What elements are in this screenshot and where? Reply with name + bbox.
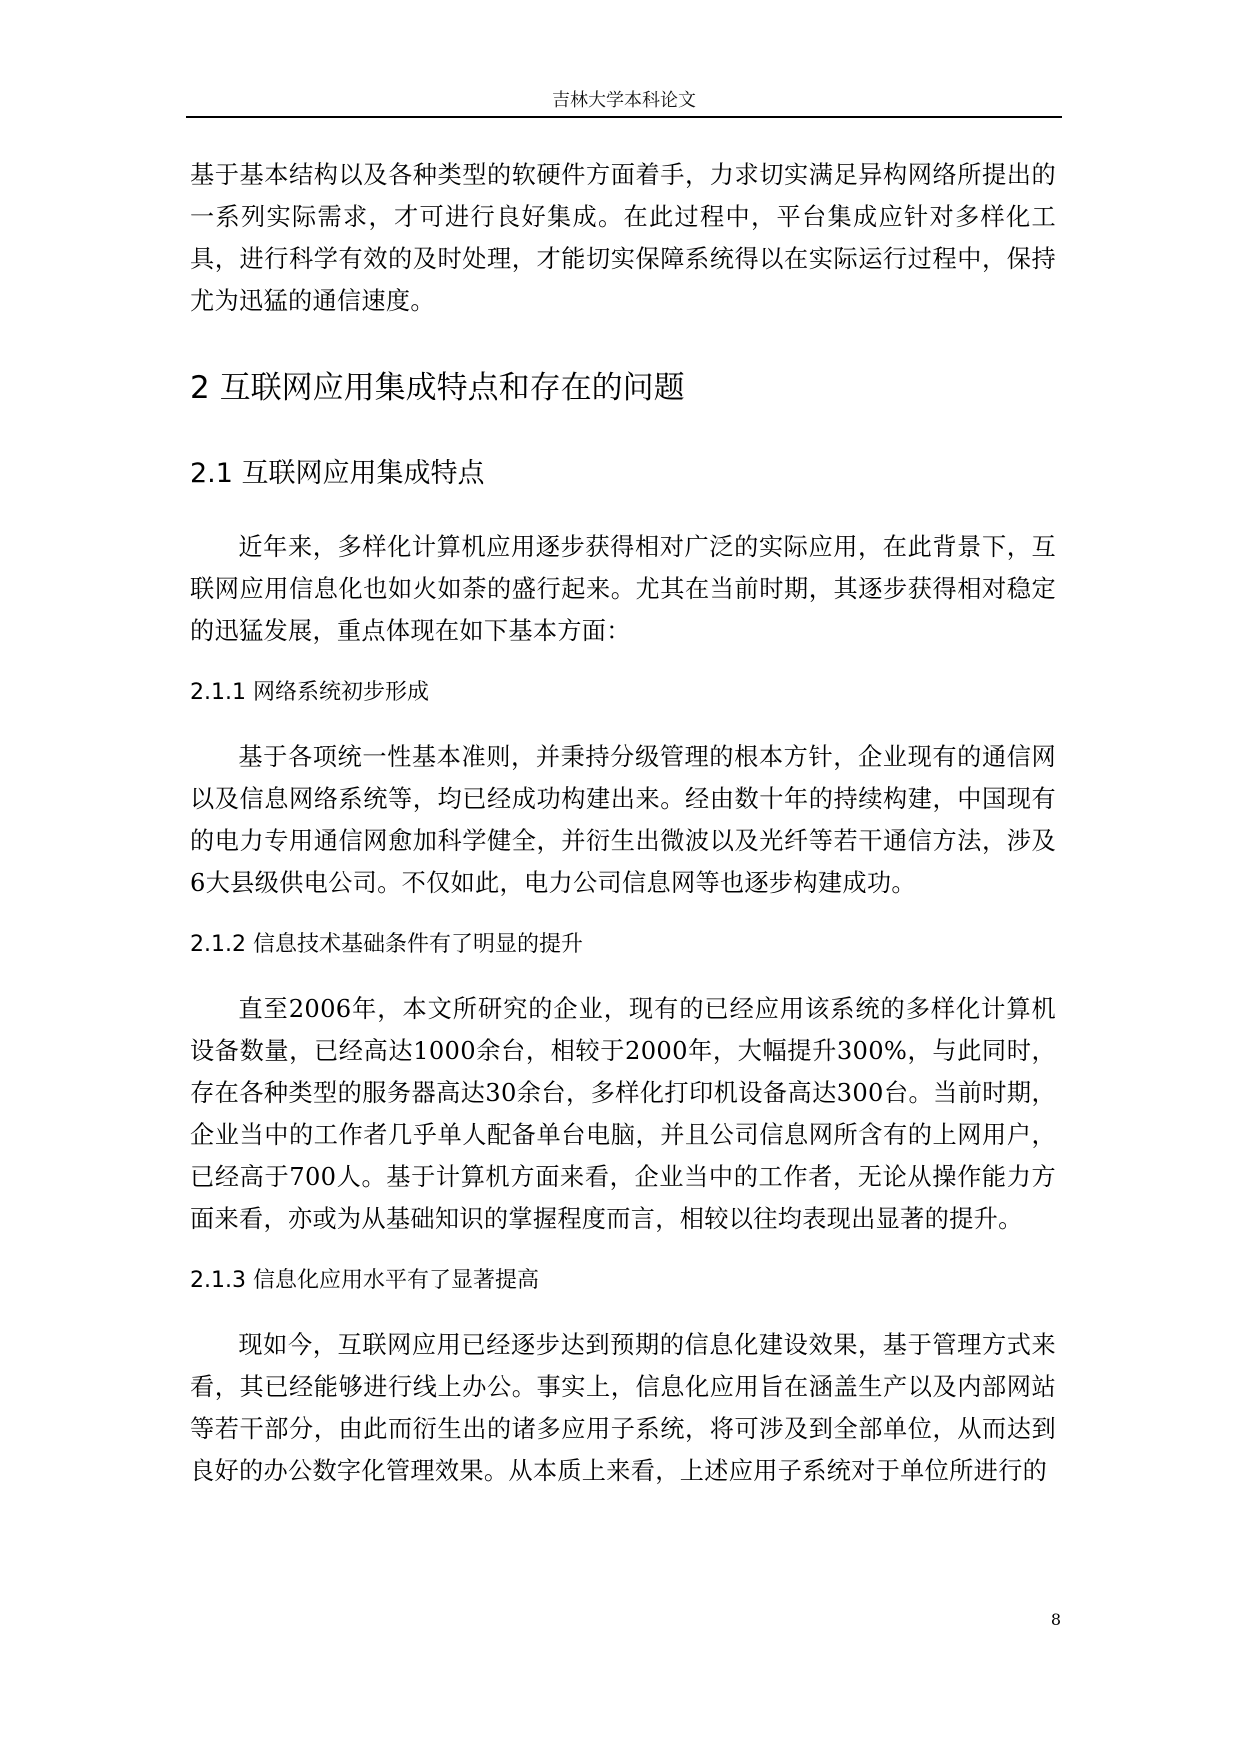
intro-paragraph: 基于基本结构以及各种类型的软硬件方面着手，力求切实满足异构网络所提出的一系列实际需求，才可进行良好集成。在此过程中，平台集成应针对多样化工具，进行科学有效的及时处理，才能切实保障系统得以在实际运行过程中，保持尤为迅猛的通信速度。 (190, 161, 1056, 315)
subsection-paragraph-2-1-2: 直至2006年，本文所研究的企业，现有的已经应用该系统的多样化计算机设备数量，已经高达1000余台，相较于2000年，大幅提升300%，与此同时，存在各种类型的服务器高达30余台，多样化打印机设备高达300台。当前时期，企业当中的工作者几乎单人配备单台电脑，并且公司信息网所含有的上网用户，已经高于700人。基于计算机方面来看，企业当中的工作者，无论从操作能力方面来看，亦或为从基础知识的掌握程度而言，相较以往均表现出显著的提升。 (190, 995, 1056, 1233)
subsection-paragraph-2-1-3: 现如今，互联网应用已经逐步达到预期的信息化建设效果，基于管理方式来看，其已经能够进行线上办公。事实上，信息化应用旨在涵盖生产以及内部网站等若干部分，由此而衍生出的诸多应用子系统，将可涉及到全部单位，从而达到良好的办公数字化管理效果。从本质上来看，上述应用子系统对于单位所进行的 (190, 1331, 1056, 1485)
running-header: 吉林大学本科论文 (552, 90, 696, 111)
page-body (190, 154, 1056, 1492)
subsection-heading-2-1-2: 2.1.2 信息技术基础条件有了明显的提升 (190, 932, 583, 957)
header-rule (186, 116, 1062, 118)
page-number: 8 (1050, 1610, 1061, 1629)
subsection-heading-2-1-1: 2.1.1 网络系统初步形成 (190, 680, 429, 705)
chapter-heading: 2 互联网应用集成特点和存在的问题 (190, 370, 685, 406)
subsection-heading-2-1-3: 2.1.3 信息化应用水平有了显著提高 (190, 1268, 539, 1293)
section-heading: 2.1 互联网应用集成特点 (190, 458, 485, 489)
section-paragraph: 近年来，多样化计算机应用逐步获得相对广泛的实际应用，在此背景下，互联网应用信息化也如火如荼的盛行起来。尤其在当前时期，其逐步获得相对稳定的迅猛发展，重点体现在如下基本方面： (190, 533, 1056, 645)
subsection-paragraph-2-1-1: 基于各项统一性基本准则，并秉持分级管理的根本方针，企业现有的通信网以及信息网络系统等，均已经成功构建出来。经由数十年的持续构建，中国现有的电力专用通信网愈加科学健全，并衍生出微波以及光纤等若干通信方法，涉及6大县级供电公司。不仅如此，电力公司信息网等也逐步构建成功。 (190, 743, 1056, 897)
